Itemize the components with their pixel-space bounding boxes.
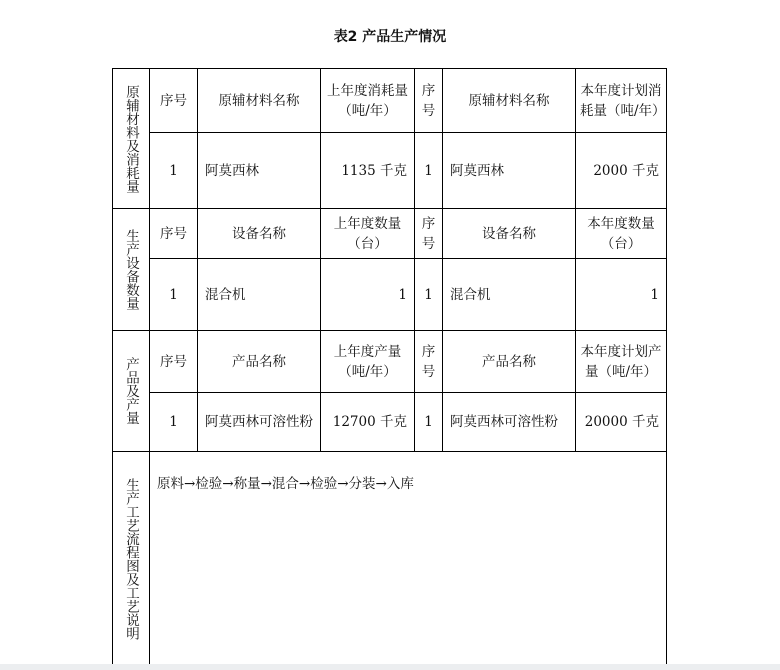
table-cell: 混合机 [198, 259, 321, 331]
header-cell: 序号 [150, 69, 198, 133]
materials-data-row [113, 133, 667, 209]
process-description: 原料→检验→称量→混合→检验→分装→入库 [150, 452, 667, 667]
header-cell: 序号 [150, 209, 198, 259]
header-cell: 本年度数量（台） [576, 209, 667, 259]
header-cell: 上年度消耗量（吨/年） [321, 69, 415, 133]
table-title: 表2 产品生产情况 [333, 29, 447, 45]
products-header-row [113, 331, 667, 393]
table-cell: 2000 千克 [576, 133, 667, 209]
equipment-section-label: 生产设备数量 [113, 209, 150, 331]
table-cell: 阿莫西林可溶性粉 [443, 393, 576, 452]
products-data-row [113, 393, 667, 452]
table-cell: 1 [576, 259, 667, 331]
products-section-label: 产品及产量 [113, 331, 150, 452]
header-cell: 上年度产量（吨/年） [321, 331, 415, 393]
table-cell: 混合机 [443, 259, 576, 331]
header-cell: 设备名称 [443, 209, 576, 259]
header-cell: 产品名称 [198, 331, 321, 393]
table-cell: 阿莫西林 [443, 133, 576, 209]
table-cell: 阿莫西林 [198, 133, 321, 209]
process-section-label: 生产工艺流程图及工艺说明 [113, 452, 150, 667]
production-table [112, 68, 667, 667]
table-cell: 1 [321, 259, 415, 331]
header-cell: 序号 [415, 209, 443, 259]
table-cell: 1 [415, 133, 443, 209]
header-cell: 原辅材料名称 [198, 69, 321, 133]
header-cell: 序号 [415, 331, 443, 393]
table-cell: 1 [150, 259, 198, 331]
table-cell: 1 [150, 393, 198, 452]
header-cell: 产品名称 [443, 331, 576, 393]
header-cell: 序号 [150, 331, 198, 393]
header-cell: 本年度计划产量（吨/年） [576, 331, 667, 393]
header-cell: 本年度计划消耗量（吨/年） [576, 69, 667, 133]
header-cell: 序号 [415, 69, 443, 133]
table-cell: 1 [415, 393, 443, 452]
table-cell: 20000 千克 [576, 393, 667, 452]
header-cell: 设备名称 [198, 209, 321, 259]
materials-section-label: 原辅材料及消耗量 [113, 69, 150, 209]
materials-header-row [113, 69, 667, 133]
process-row [113, 452, 667, 667]
table-cell: 1135 千克 [321, 133, 415, 209]
equipment-data-row [113, 259, 667, 331]
equipment-header-row [113, 209, 667, 259]
table-cell: 阿莫西林可溶性粉 [198, 393, 321, 452]
page-edge [0, 664, 780, 670]
header-cell: 原辅材料名称 [443, 69, 576, 133]
header-cell: 上年度数量（台） [321, 209, 415, 259]
table-cell: 1 [150, 133, 198, 209]
table-cell: 12700 千克 [321, 393, 415, 452]
table-cell: 1 [415, 259, 443, 331]
